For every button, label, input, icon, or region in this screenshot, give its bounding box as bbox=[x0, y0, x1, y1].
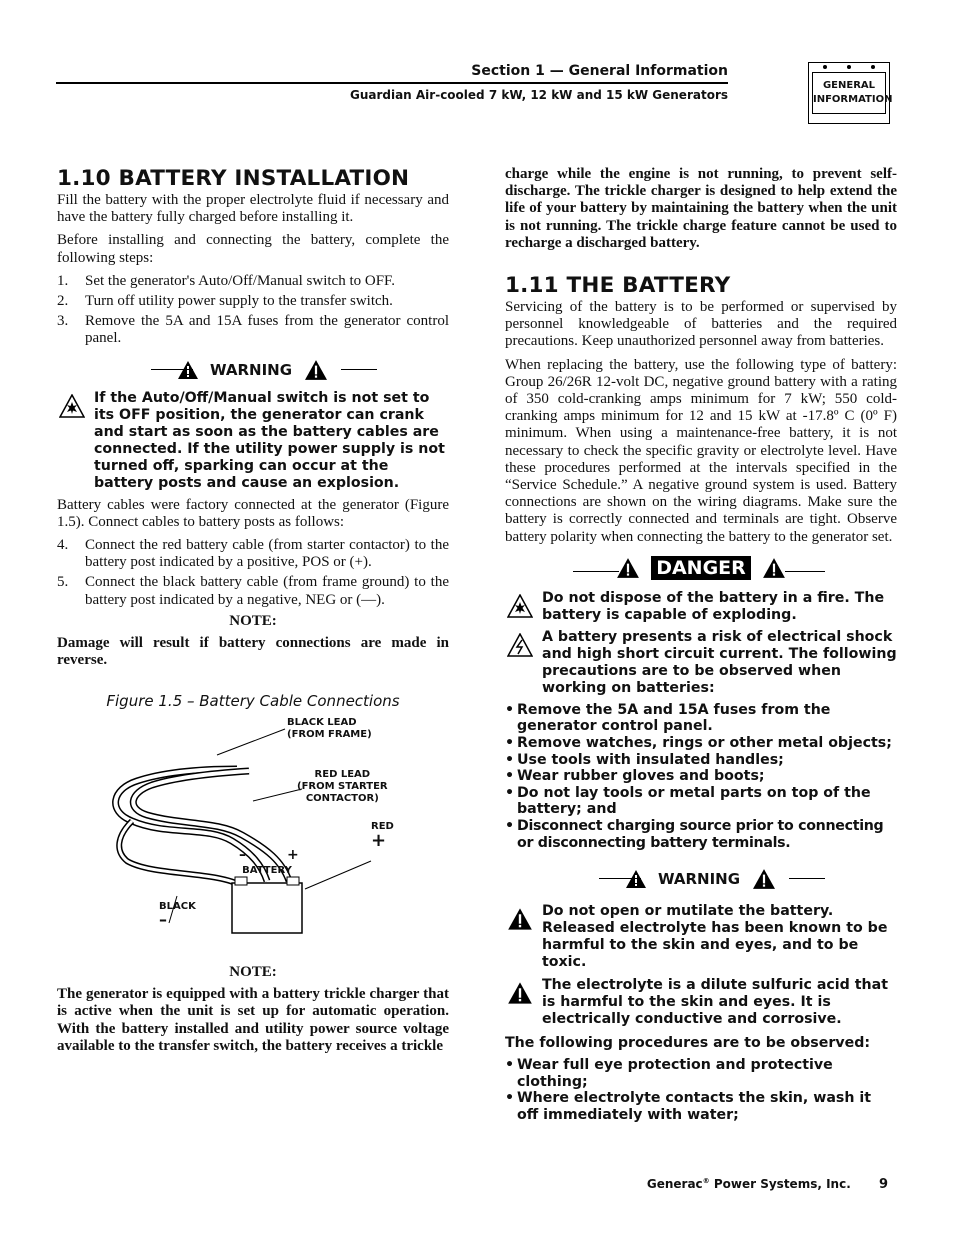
paragraph: Servicing of the battery is to be performed or supervised by personnel knowledgeable of batteries and the required precautions. Keep unauthorized personnel away from batteries. bbox=[505, 299, 897, 350]
explosion-hazard-icon bbox=[507, 594, 533, 618]
paragraph: When replacing the battery, use the following type of battery: Group 26/26R 12-volt DC, negative ground battery with a rating of 350 cold-cranking amps minimum for 7 kW; 550 cold-cranking amps minimum for 12 and 15 kW at -17.8º C (0º F) minimum. When using a maintenance-free battery, it is not necessary to check the specific gravity or electrolyte level. Have these procedures performed at the intervals specified in the “Service Schedule.” A negative ground system is used. Battery connections are shown on the wiring diagrams. Make sure the battery is correctly connected and terminals are tight. Observe battery polarity when connecting the battery to the generator set. bbox=[505, 356, 897, 545]
list-item: • Remove the 5A and 15A fuses from the generator control panel. bbox=[505, 701, 831, 735]
paragraph: Fill the battery with the proper electrolyte fluid if necessary and have the battery fully charged before installing it. bbox=[57, 192, 449, 226]
tab-label: GENERAL INFORMATION bbox=[812, 72, 886, 114]
note-label: NOTE: bbox=[229, 964, 277, 981]
warning-triangle-icon bbox=[303, 359, 329, 381]
list-item: 2. Turn off utility power supply to the transfer switch. bbox=[57, 293, 393, 310]
left-column bbox=[57, 166, 449, 1055]
list-item: 1. Set the generator's Auto/Off/Manual switch to OFF. bbox=[57, 272, 395, 289]
warning-signal bbox=[505, 865, 897, 893]
note-text: The generator is equipped with a battery trickle charger that is active when the unit is set up for automatic operation. With the battery installed and utility power source voltage available to the transfer switch, the battery receives a trickle bbox=[57, 986, 449, 1054]
paragraph: Before installing and connecting the battery, complete the following steps: bbox=[57, 232, 449, 266]
warning-triangle-icon bbox=[616, 557, 640, 579]
steps-list bbox=[57, 537, 449, 609]
figure-caption: Figure 1.5 – Battery Cable Connections bbox=[106, 692, 400, 711]
precautions-list bbox=[505, 702, 897, 851]
electric-shock-icon bbox=[507, 633, 533, 657]
black-label: BLACK – bbox=[159, 901, 196, 930]
black-lead-label: BLACK LEAD (FROM FRAME) bbox=[287, 717, 372, 741]
warning-label: WARNING bbox=[209, 360, 293, 379]
section-1-11-title: 1.11 THE BATTERY bbox=[505, 273, 731, 299]
warning-message: Do not open or mutilate the battery. Released electrolyte has been known to be harmful to the skin and eyes, and to be toxic. bbox=[505, 903, 897, 971]
warning-signal bbox=[57, 356, 449, 384]
warning-triangle-icon bbox=[177, 360, 199, 380]
warning-triangle-icon bbox=[507, 981, 533, 1005]
battery-cable-figure: BLACK LEAD (FROM FRAME) RED LEAD (FROM STARTER CONTACTOR) RED + BLACK – – + BATTERY bbox=[57, 711, 449, 963]
red-label: RED + bbox=[371, 821, 394, 852]
danger-signal bbox=[505, 556, 897, 588]
list-item: 3. Remove the 5A and 15A fuses from the generator control panel. bbox=[57, 313, 449, 347]
paragraph: Battery cables were factory connected at the generator (Figure 1.5). Connect cables to battery posts as follows: bbox=[57, 496, 449, 530]
warning-triangle-icon bbox=[762, 557, 786, 579]
right-column bbox=[505, 166, 897, 1124]
danger-label: DANGER bbox=[651, 556, 751, 580]
danger-message: Do not dispose of the battery in a fire. The battery is capable of exploding. bbox=[505, 590, 897, 624]
tab-dot bbox=[871, 65, 875, 69]
list-item: • Wear rubber gloves and boots; bbox=[505, 768, 765, 785]
list-item: • Wear full eye protection and protective clothing; bbox=[505, 1057, 833, 1090]
warning-triangle-icon bbox=[625, 869, 647, 889]
procedures-list bbox=[505, 1057, 897, 1123]
section-heading: Section 1 — General Information bbox=[471, 63, 728, 79]
document-subtitle: Guardian Air-cooled 7 kW, 12 kW and 15 kW Generators bbox=[349, 88, 728, 102]
company-name: Generac bbox=[646, 1177, 703, 1191]
page-number: 9 bbox=[878, 1177, 888, 1192]
warning-label: WARNING bbox=[657, 870, 741, 889]
note-label: NOTE: bbox=[229, 612, 277, 629]
procedures-intro: The following procedures are to be observed: bbox=[505, 1035, 871, 1052]
page-footer: Generac® Power Systems, Inc. 9 bbox=[646, 1177, 888, 1192]
warning-message: If the Auto/Off/Manual switch is not set to its OFF position, the generator can crank and start as soon as the battery cables are connected. If the utility power supply is not turned off, sparking can occur at the battery posts and cause an explosion. bbox=[57, 390, 449, 492]
section-1-10-title: 1.10 BATTERY INSTALLATION bbox=[57, 166, 410, 191]
list-item: • Do not lay tools or metal parts on top of the battery; and bbox=[505, 784, 871, 818]
warning-triangle-icon bbox=[507, 907, 533, 931]
list-item: • Remove watches, rings or other metal objects; bbox=[505, 735, 892, 752]
warning-message: The electrolyte is a dilute sulfuric acid that is harmful to the skin and eyes. It is electrically conductive and corrosive. bbox=[505, 977, 897, 1028]
list-item: • Where electrolyte contacts the skin, wash it off immediately with water; bbox=[505, 1090, 872, 1123]
tab-dot bbox=[847, 65, 851, 69]
list-item: • Disconnect charging source prior to connecting or disconnecting battery terminals. bbox=[505, 818, 884, 851]
section-tab bbox=[808, 62, 893, 124]
note-text-continued: charge while the engine is not running, to prevent self-discharge. The trickle charger is designed to help extend the life of your battery by maintaining the battery when the unit is not running. The trickle charge feature cannot be used to recharge a discharged battery. bbox=[505, 166, 897, 251]
steps-list bbox=[57, 273, 449, 348]
danger-message: A battery presents a risk of electrical shock and high short circuit current. The following precautions are to be observed when working on batteries: bbox=[505, 629, 897, 697]
warning-triangle-icon bbox=[751, 868, 777, 890]
list-item: • Use tools with insulated handles; bbox=[505, 751, 784, 768]
battery-label: BATTERY bbox=[242, 865, 292, 877]
list-item: 4. Connect the red battery cable (from starter contactor) to the battery post indicated by a positive, POS or (+). bbox=[57, 537, 449, 571]
explosion-hazard-icon bbox=[59, 394, 85, 418]
header-rule bbox=[56, 82, 728, 84]
note-text: Damage will result if battery connections are made in reverse. bbox=[57, 634, 449, 669]
list-item: 5. Connect the black battery cable (from frame ground) to the battery post indicated by a negative, NEG or (—). bbox=[57, 574, 449, 608]
red-lead-label: RED LEAD (FROM STARTER CONTACTOR) bbox=[297, 769, 388, 805]
tab-dot bbox=[823, 65, 827, 69]
